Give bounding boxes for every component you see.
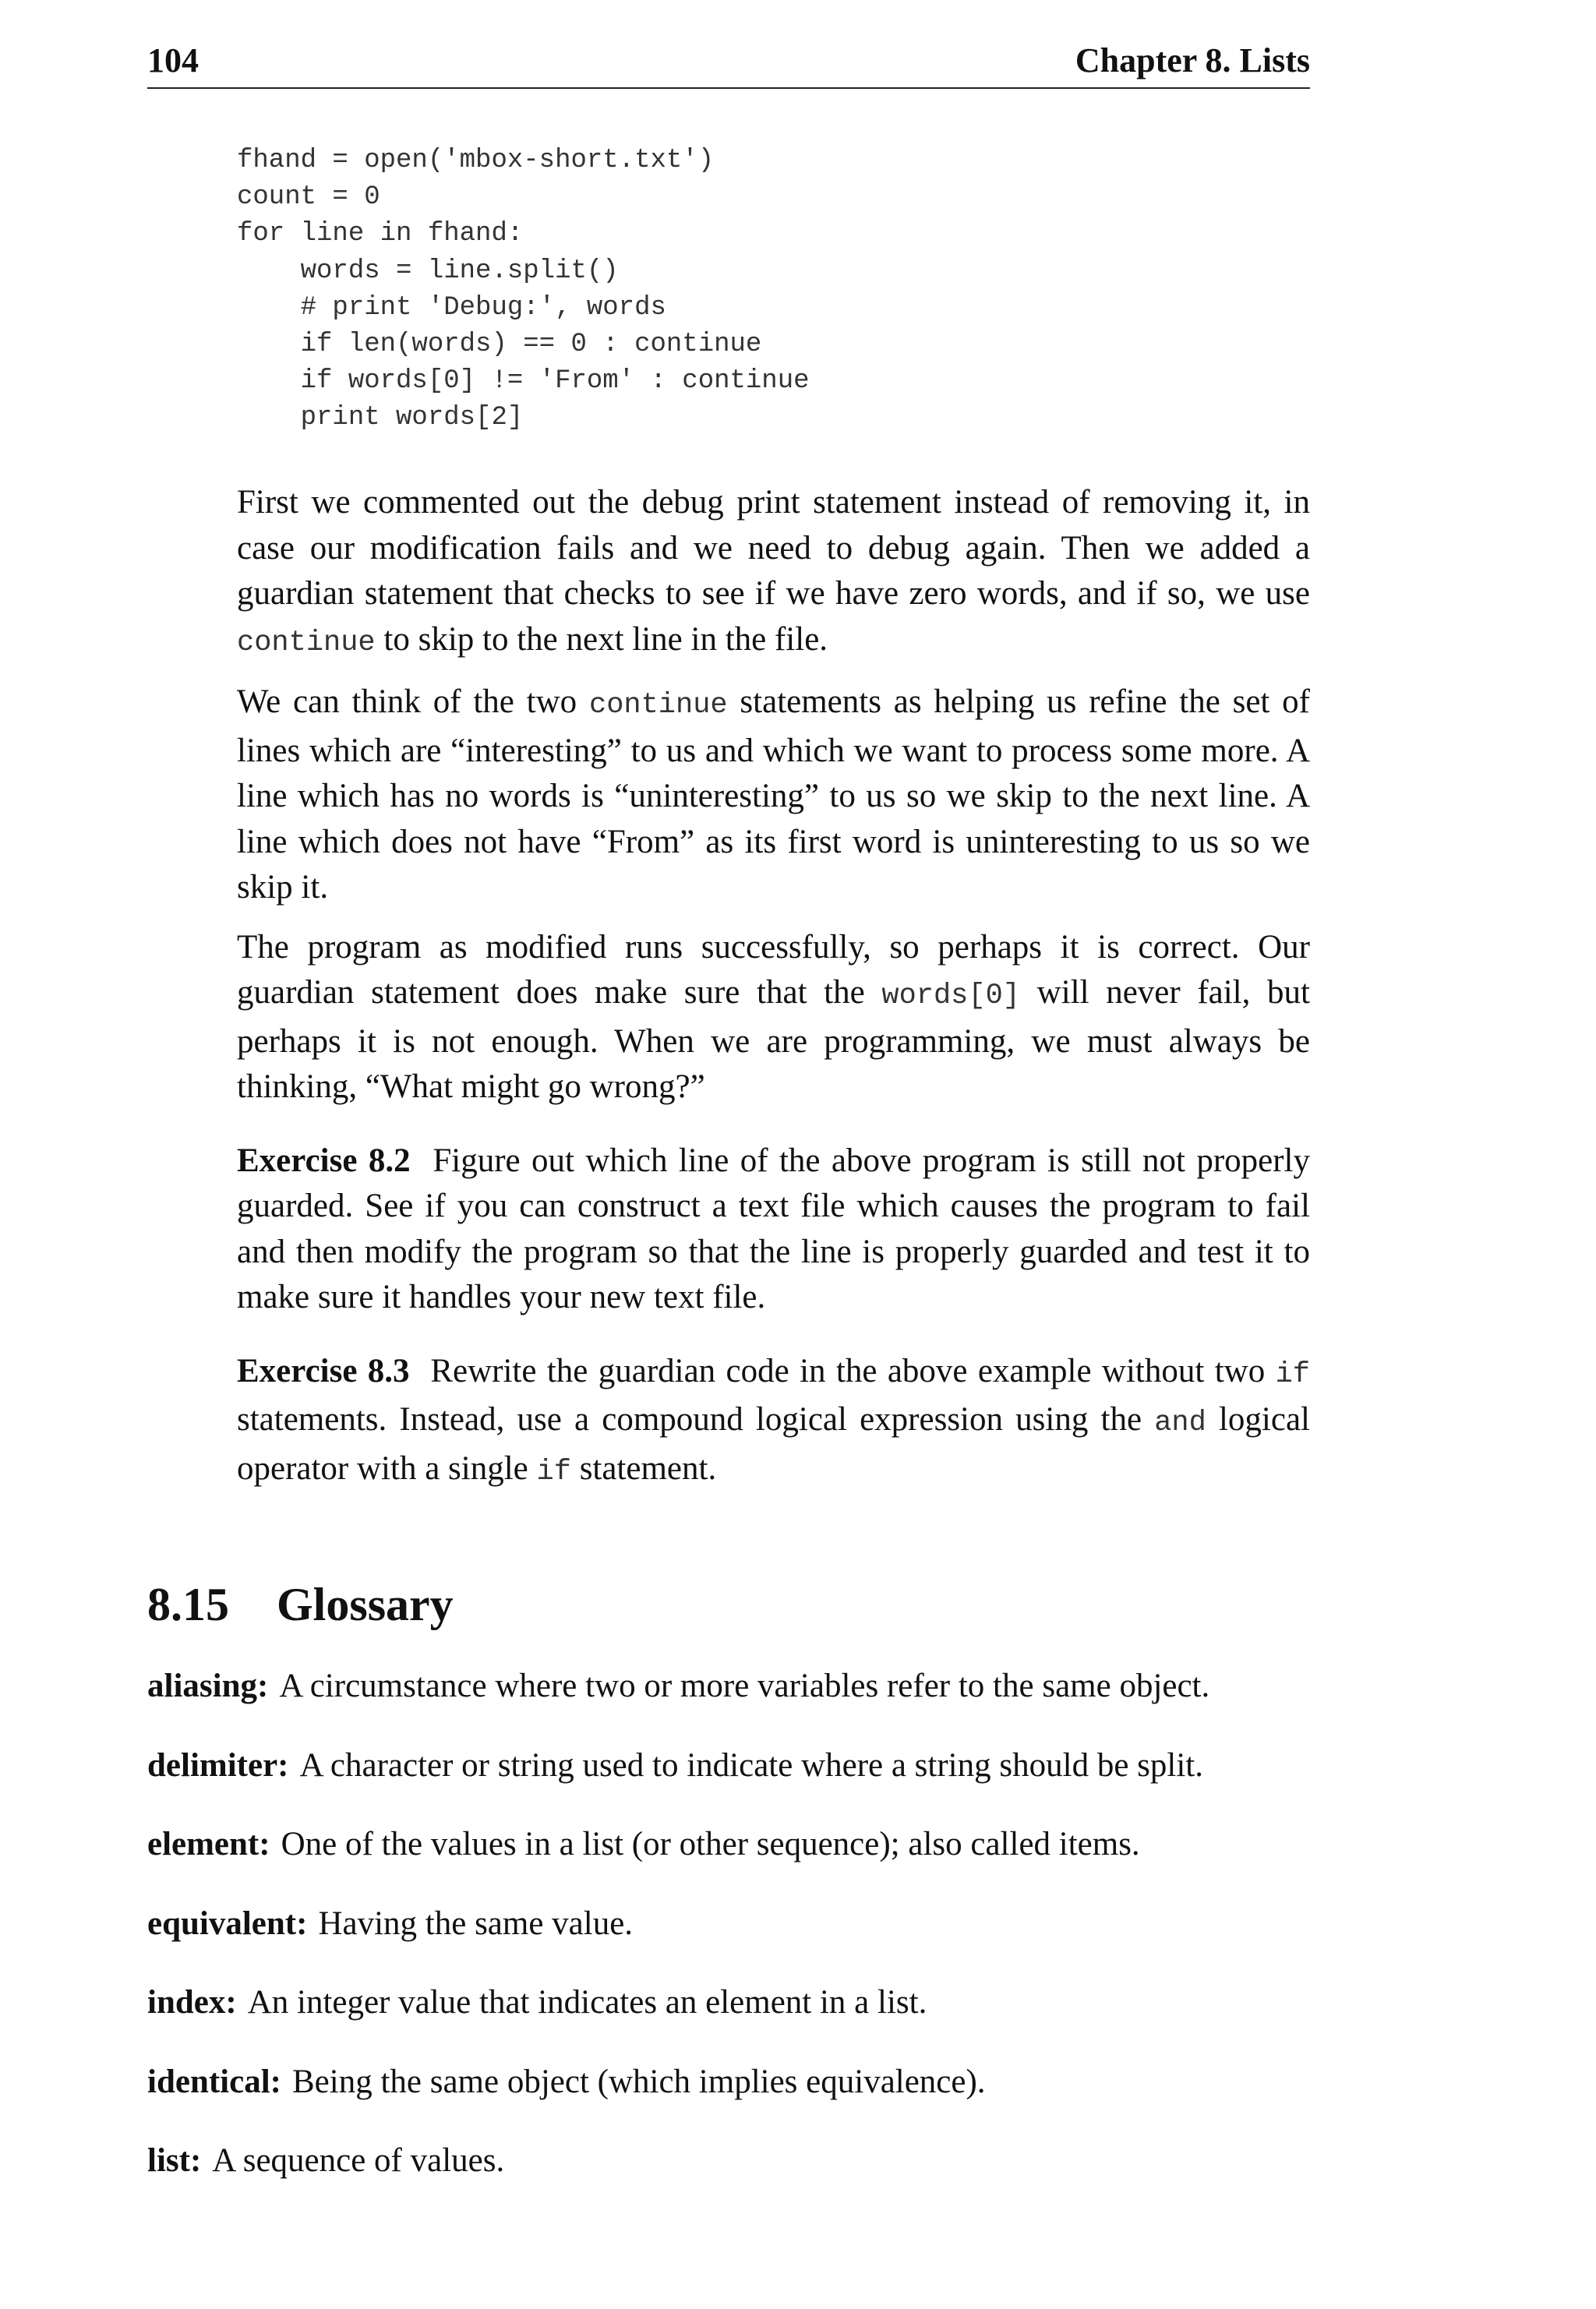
page-header — [147, 41, 1310, 89]
paragraph-continue-statements — [237, 680, 1310, 911]
paragraph-debug-guardian — [237, 480, 1310, 666]
body-text — [237, 480, 1310, 1509]
inline-code: continue — [588, 689, 728, 722]
glossary-entry — [147, 2138, 1310, 2184]
text-span: The program as modified runs successfully, so perhaps it is correct. Our guardian statement does make sure that the — [237, 928, 1310, 1011]
text-span: statements as helping us refine the set of lines which are “interesting” to us and which we want to process some more. A line which has no words is “uninteresting” to us so we skip to the next line. A line which does not have “From” as its first word is uninteresting to us so we skip it. — [237, 683, 1310, 906]
text-span: Rewrite the guardian code in the above example without two — [430, 1352, 1276, 1389]
chapter-title: Chapter 8. Lists — [1075, 41, 1310, 79]
code-line: if len(words) == 0 : continue — [237, 330, 762, 360]
exercise-label: Exercise 8.3 — [237, 1352, 410, 1389]
exercise-text: Figure out which line of the above program is still not properly guarded. See if you can construct a text file which causes the program to fail and then modify the program so that the line is properly guarded and test it to make sure it handles your new text file. — [237, 1142, 1310, 1315]
section-heading — [147, 1578, 454, 1632]
glossary-term: identical: — [147, 2063, 281, 2100]
code-line: print words[2] — [237, 403, 524, 433]
glossary-definition: One of the values in a list (or other sequence); also called items. — [281, 1826, 1140, 1862]
page-number: 104 — [147, 41, 199, 79]
inline-code: words[0] — [881, 980, 1020, 1012]
text-span: statements. Instead, use a compound logical expression using the — [237, 1401, 1155, 1438]
exercise-label: Exercise 8.2 — [237, 1142, 411, 1179]
glossary-definition: Having the same value. — [318, 1905, 634, 1942]
glossary-term: aliasing: — [147, 1668, 269, 1704]
glossary-term: equivalent: — [147, 1905, 308, 1942]
code-line: # print 'Debug:', words — [237, 292, 666, 323]
section-number: 8.15 — [147, 1579, 229, 1630]
code-line: for line in fhand: — [237, 219, 524, 249]
glossary-entry — [147, 2060, 1310, 2106]
code-line: fhand = open('mbox-short.txt') — [237, 146, 715, 175]
glossary-definition: A character or string used to indicate where a string should be split. — [299, 1746, 1203, 1784]
text-span: First we commented out the debug print statement instead of removing it, in case our modification fails and we need to debug again. Then we added a guardian statement that checks to see if we have zero words, and if so, we use — [237, 484, 1310, 612]
exercise-8-3 — [237, 1349, 1310, 1495]
text-span: We can think of the two — [237, 683, 589, 720]
text-span: will never fail, but perhaps it is not enough. When we are programming, we must always be thinking, “What might go wrong?” — [237, 974, 1310, 1105]
glossary-definition: A circumstance where two or more variables refer to the same object. — [279, 1668, 1210, 1704]
glossary-term: index: — [147, 1984, 237, 2021]
glossary-entry — [147, 1743, 1310, 1789]
inline-code: continue — [237, 626, 376, 659]
text-span: logical operator with a single — [237, 1401, 1311, 1487]
code-line: words = line.split() — [237, 256, 619, 286]
inline-code: and — [1154, 1407, 1206, 1439]
glossary-entry — [147, 1822, 1310, 1868]
glossary-entry — [147, 1901, 1310, 1947]
inline-code: if — [536, 1455, 571, 1488]
text-span: statement. — [570, 1449, 717, 1487]
paragraph-what-might-go-wrong — [237, 925, 1310, 1110]
section-title: Glossary — [277, 1579, 454, 1630]
code-line: count = 0 — [237, 182, 380, 213]
glossary-definition: Being the same object (which implies equivalence). — [291, 2063, 986, 2100]
glossary-definition: An integer value that indicates an element in a list. — [247, 1984, 927, 2021]
glossary-term: element: — [147, 1826, 270, 1862]
exercise-8-2 — [237, 1139, 1310, 1321]
text-span: to skip to the next line in the file. — [375, 620, 828, 658]
glossary-term: list: — [147, 2142, 202, 2179]
glossary-entry — [147, 1664, 1310, 1710]
glossary-term: delimiter: — [147, 1746, 289, 1784]
code-listing — [237, 143, 810, 437]
inline-code: if — [1275, 1358, 1310, 1391]
code-line: if words[0] != 'From' : continue — [237, 366, 810, 397]
glossary-entry — [147, 1980, 1310, 2026]
glossary-definition: A sequence of values. — [212, 2142, 505, 2179]
glossary-list — [147, 1664, 1310, 2218]
